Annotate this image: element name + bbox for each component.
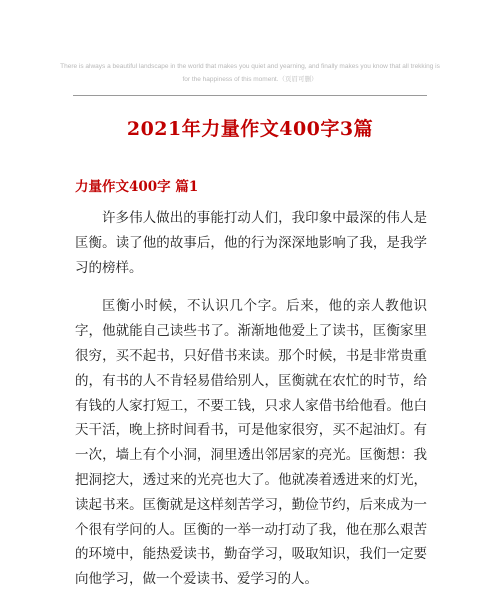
header-quote: There is always a beautiful landscape in the world that makes you quiet and yearning, and finally makes you know that all trekking is for the happiness of this moment.（页眉可删） xyxy=(60,63,440,83)
header-divider xyxy=(73,95,427,96)
document-title: 2021年力量作文400字3篇 xyxy=(126,118,374,140)
section-heading: 力量作文400字 篇1 xyxy=(75,179,199,195)
paragraph: 匡衡小时候，不认识几个字。后来，他的亲人教他识字，他就能自己读些书了。渐渐地他爱上了读书，匡衡家里很穷，买不起书，只好借书来读。那个时候，书是非常贵重的，有书的人不肯轻易借给别人，匡衡就在农忙的时节，给有钱的人家打短工，不要工钱，只求人家借书给他看。他白天干活，晚上挤时间看书，可是他家很穷，买不起油灯。有一次，墙上有个小洞，洞里透出邻居家的亮光。匡衡想：我把洞挖大，透过来的光亮也大了。他就凑着透进来的灯光，读起书来。匡衡就是这样刻苦学习，勤俭节约，后来成为一个很有学问的人。匡衡的一举一动打动了我，他在那么艰苦的环境中，能热爱读书，勤奋学习，吸取知识，我们一定要向他学习，做一个爱读书、爱学习的人。 xyxy=(75,298,427,588)
paragraph: 许多伟人做出的事能打动人们，我印象中最深的伟人是匡衡。读了他的故事后，他的行为深深地影响了我，是我学习的榜样。 xyxy=(75,210,427,276)
document-body xyxy=(75,206,427,606)
